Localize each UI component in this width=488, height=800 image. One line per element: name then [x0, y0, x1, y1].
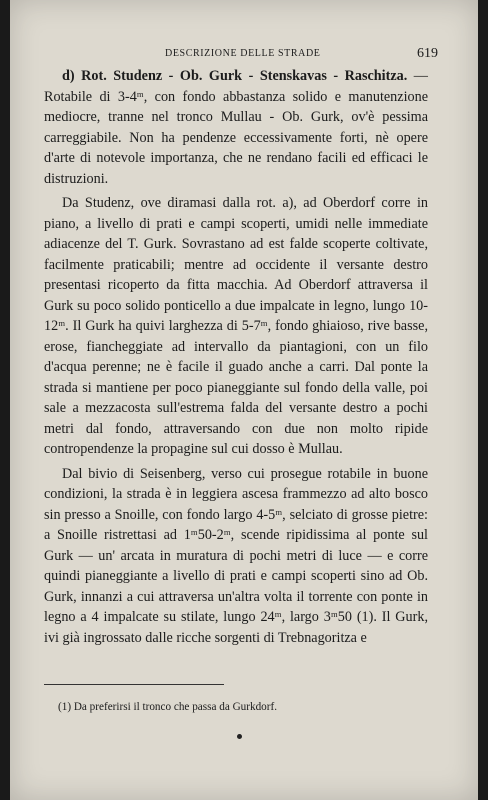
body-text: [44, 66, 428, 648]
printer-dot-mark: [237, 734, 242, 739]
page-number: 619: [417, 46, 438, 61]
footnote: (1) Da preferirsi il tronco che passa da Gurkdorf.: [58, 701, 278, 713]
section-heading: d) Rot. Studenz - Ob. Gurk - Stenskavas - Raschitza.: [62, 68, 408, 84]
paragraph-1-text: — Rotabile di 3-4ᵐ, con fondo abbastanza solido e manutenzione mediocre, tranne nel tronco Mullau - Ob. Gurk, ov'è pessima carreggiabile. Non ha pendenze eccessivamente forti, nè opere d'arte di notevole importanza, che ne rendano facili ed efficaci le distruzioni.: [44, 68, 428, 187]
paragraph-3: Dal bivio di Seisenberg, verso cui prosegue rotabile in buone condizioni, la strada è in leggiera ascesa frammezzo ad alto bosco sin presso a Snoille, con fondo largo 4-5ᵐ, selciato di grosse pietre: a Snoille ristrettasi ad 1ᵐ50-2ᵐ, scende ripidissima al ponte sul Gurk — un' arcata in muratura di pochi metri di luce — e corre quindi pianeggiante a livello di prati e campi scoperti sino ad Ob. Gurk, innanzi a cui attraversa un'altra volta il torrente con ponte in legno a 4 impalcate su stilate, lungo 24ᵐ, largo 3ᵐ50 (1). Il Gurk, ivi già ingrossato dalle ricche sorgenti di Trebnagoritza e: [44, 465, 428, 646]
running-title: DESCRIZIONE DELLE STRADE: [165, 48, 321, 59]
paragraph-2: Da Studenz, ove diramasi dalla rot. a), ad Oberdorf corre in piano, a livello di prati e campi scoperti, umidi nelle immediate adiacenze del T. Gurk. Sovrastano ad est falde scoperte coltivate, facilmente praticabili; mentre ad occidente il versante destro presentasi ricoperto da fitta macchia. Ad Oberdorf attraversa il Gurk su poco solido ponticello a due impalcate in legno, lungo 10-12ᵐ. Il Gurk ha quivi larghezza di 5-7ᵐ, fondo ghiaioso, rive basse, erose, fiancheggiate ad intervallo da piantagioni, con un filo d'acqua perenne; ne è facile il guado anche a carri. Dal ponte la strada si mantiene per poco pianeggiante sul fondo della valle, poi sale a mezzacosta sull'estrema falda del versante destro a pochi metri dal fondo, attraversando con due non molto ripide contropendenze la propagine sul cui dosso è Mullau.: [44, 195, 428, 457]
paragraph-1: [44, 66, 428, 189]
footnote-rule: [44, 684, 224, 685]
book-page: [10, 0, 478, 800]
